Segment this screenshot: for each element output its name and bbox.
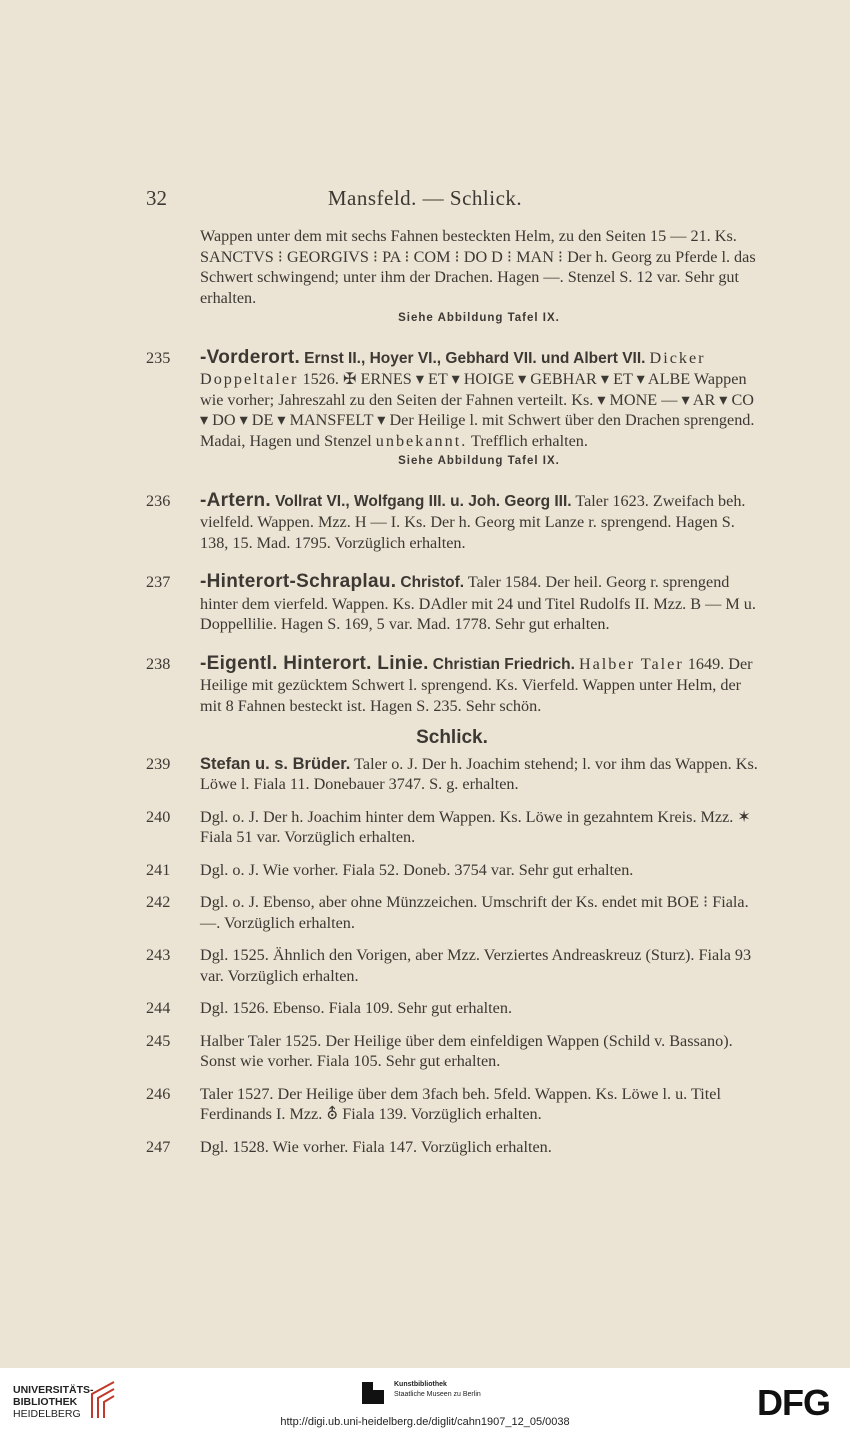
entry-description: 1526. ✠ ERNES ▾ ET ▾ HOIGE ▾ GEBHAR ▾ ET ▾ ALBE Wappen wie vorher; Jahreszahl zu den Seiten der Fahnen verteilt. Ks. ▾ MONE — ▾ AR ▾ CO ▾ DO ▾ DE ▾ MANSFELT ▾ Der Heilige l. mit Schwert über den Drachen sprengend. Madai, Hagen und Stenzel: [200, 370, 755, 450]
entry-description: 1649. Der Heilige mit gezücktem Schwert l. sprengend. Ks. Vierfeld. Wappen unter Helm, der mit 8 Fahnen besteckt ist. Hagen S. 235. Sehr schön.: [200, 654, 753, 715]
entry-number: 241: [146, 860, 171, 879]
plate-reference: Siehe Abbildung Tafel IX.: [398, 455, 560, 467]
entry-number: 244: [146, 999, 171, 1017]
entry-description: Dgl. o. J. Der h. Joachim hinter dem Wappen. Ks. Löwe in gezahntem Kreis. Mzz. ✶ Fiala 51 var. Vorzüglich erhalten.: [200, 807, 751, 846]
catalog-entry-240: [146, 807, 758, 848]
catalog-entry-237: [146, 572, 758, 635]
entry-number: 245: [146, 1031, 171, 1050]
entry-description: Dgl. 1526. Ebenso. Fiala 109. Sehr gut erhalten.: [200, 999, 513, 1017]
entry-description: Taler 1623. Zweifach beh. vielfeld. Wappen. Mzz. H — I. Ks. Der h. Georg mit Lanze r. sprengend. Hagen S. 138, 15. Mad. 1795. Vorzüglich erhalten.: [200, 491, 746, 552]
entry-mint: -Eigentl. Hinterort. Linie.: [200, 652, 429, 674]
catalog-entry-238: [146, 654, 758, 717]
library-mark-icon: [88, 1380, 118, 1420]
entry-number: 235: [146, 348, 171, 367]
entry-mint: -Artern.: [200, 489, 272, 511]
entry-rulers: Vollrat VI., Wolfgang III. u. Joh. Georg III.: [275, 492, 572, 510]
entry-number: 247: [146, 1137, 171, 1156]
plate-reference: Siehe Abbildung Tafel IX.: [398, 312, 560, 324]
entry-description: Dgl. o. J. Ebenso, aber ohne Münzzeichen. Umschrift der Ks. endet mit BOE ⁝ Fiala. —. Vorzüglich erhalten.: [200, 893, 749, 932]
uni-line-1: UNIVERSITÄTS-: [13, 1384, 94, 1396]
entry-rulers: Christian Friedrich.: [432, 655, 575, 673]
uni-line-2: BIBLIOTHEK: [13, 1396, 78, 1408]
catalog-entry-244: [146, 998, 758, 1019]
entry-number: 237: [146, 573, 171, 591]
entry-rulers: Christof.: [400, 574, 465, 591]
university-library-logo[interactable]: [13, 1384, 94, 1420]
entry-description: Dgl. 1528. Wie vorher. Fiala 147. Vorzüglich erhalten.: [200, 1137, 552, 1156]
uni-line-3: HEIDELBERG: [13, 1408, 81, 1420]
entry-description: Dgl. 1525. Ähnlich den Vorigen, aber Mzz. Verziertes Andreaskreuz (Sturz). Fiala 93 var. Vorzüglich erhalten.: [200, 946, 752, 985]
catalog-entry-246: [146, 1084, 758, 1125]
kunstbibliothek-logo[interactable]: [394, 1380, 481, 1400]
entry-lead: Halber Taler: [578, 654, 684, 673]
entry-spaced: unbekannt.: [375, 431, 468, 450]
dfg-logo[interactable]: DFG: [757, 1382, 830, 1423]
entry-number: 239: [146, 754, 171, 773]
catalog-entry-247: [146, 1137, 758, 1158]
entry-mint: -Hinterort-Schraplau.: [200, 571, 397, 592]
catalog-entry-236: [146, 491, 758, 554]
entry-number: 243: [146, 946, 171, 964]
entry-mint: -Vorderort.: [200, 346, 301, 368]
entry-description: Taler 1527. Der Heilige über dem 3fach beh. 5feld. Wappen. Ks. Löwe l. u. Titel Ferdinands I. Mzz. ⛢ Fiala 139. Vorzüglich erhalten.: [200, 1084, 721, 1123]
page-header: [0, 186, 850, 216]
catalog-text: [146, 226, 758, 1157]
kunstbibliothek-icon: [362, 1382, 384, 1404]
catalog-entry-243: [146, 945, 758, 986]
entry-lead: Dicker Doppeltaler: [200, 348, 706, 388]
entry-description: Halber Taler 1525. Der Heilige über dem einfeldigen Wappen (Schild v. Bassano). Sonst wie vorher. Fiala 105. Sehr gut erhalten.: [200, 1031, 733, 1070]
entry-number: 240: [146, 807, 171, 826]
kb-line-2: Staatliche Museen zu Berlin: [394, 1391, 481, 1398]
entry-rulers: Ernst II., Hoyer VI., Gebhard VII. und Albert VII.: [304, 349, 646, 367]
entry-number: 236: [146, 491, 171, 510]
entry-number: 238: [146, 654, 171, 673]
entry-number: 246: [146, 1084, 171, 1103]
catalog-entry-235: [146, 348, 758, 472]
catalog-entry-242: [146, 892, 758, 933]
catalog-entry-245: [146, 1031, 758, 1072]
entry-description: Taler o. J. Der h. Joachim stehend; l. vor ihm das Wappen. Ks. Löwe l. Fiala 11. Donebauer 3747. S. g. erhalten.: [200, 754, 758, 793]
entry-tail: Trefflich erhalten.: [471, 431, 588, 450]
entry-rulers: Stefan u. s. Brüder.: [200, 754, 351, 773]
kb-line-1: Kunstbibliothek: [394, 1381, 447, 1388]
entry-description: Taler 1584. Der heil. Georg r. sprengend hinter dem vierfeld. Wappen. Ks. DAdler mit 24 und Titel Rudolfs II. Mzz. B — M u. Doppellilie. Hagen S. 169, 5 var. Mad. 1778. Sehr gut erhalten.: [200, 573, 756, 633]
permalink-url[interactable]: http://digi.ub.uni-heidelberg.de/diglit/cahn1907_12_05/0038: [280, 1416, 570, 1428]
catalog-entry-241: [146, 860, 758, 881]
intro-text: Wappen unter dem mit sechs Fahnen besteckten Helm, zu den Seiten 15 — 21. Ks. SANCTVS ⁝ GEORGIVS ⁝ PA ⁝ COM ⁝ DO D ⁝ MAN ⁝ Der h. Georg zu Pferde l. das Schwert schwingend; unter ihm der Drachen. Hagen —. Stenzel S. 12 var. Sehr gut erhalten.: [200, 227, 756, 307]
running-title: Mansfeld. — Schlick.: [327, 186, 523, 210]
catalog-entry-239: [146, 754, 758, 795]
digitization-footer: [0, 1368, 850, 1432]
section-heading: Schlick.: [416, 727, 488, 748]
entry-number: 242: [146, 893, 171, 911]
intro-continuation: [146, 226, 758, 329]
entry-description: Dgl. o. J. Wie vorher. Fiala 52. Doneb. 3754 var. Sehr gut erhalten.: [200, 860, 634, 879]
page-number: 32: [146, 186, 167, 210]
